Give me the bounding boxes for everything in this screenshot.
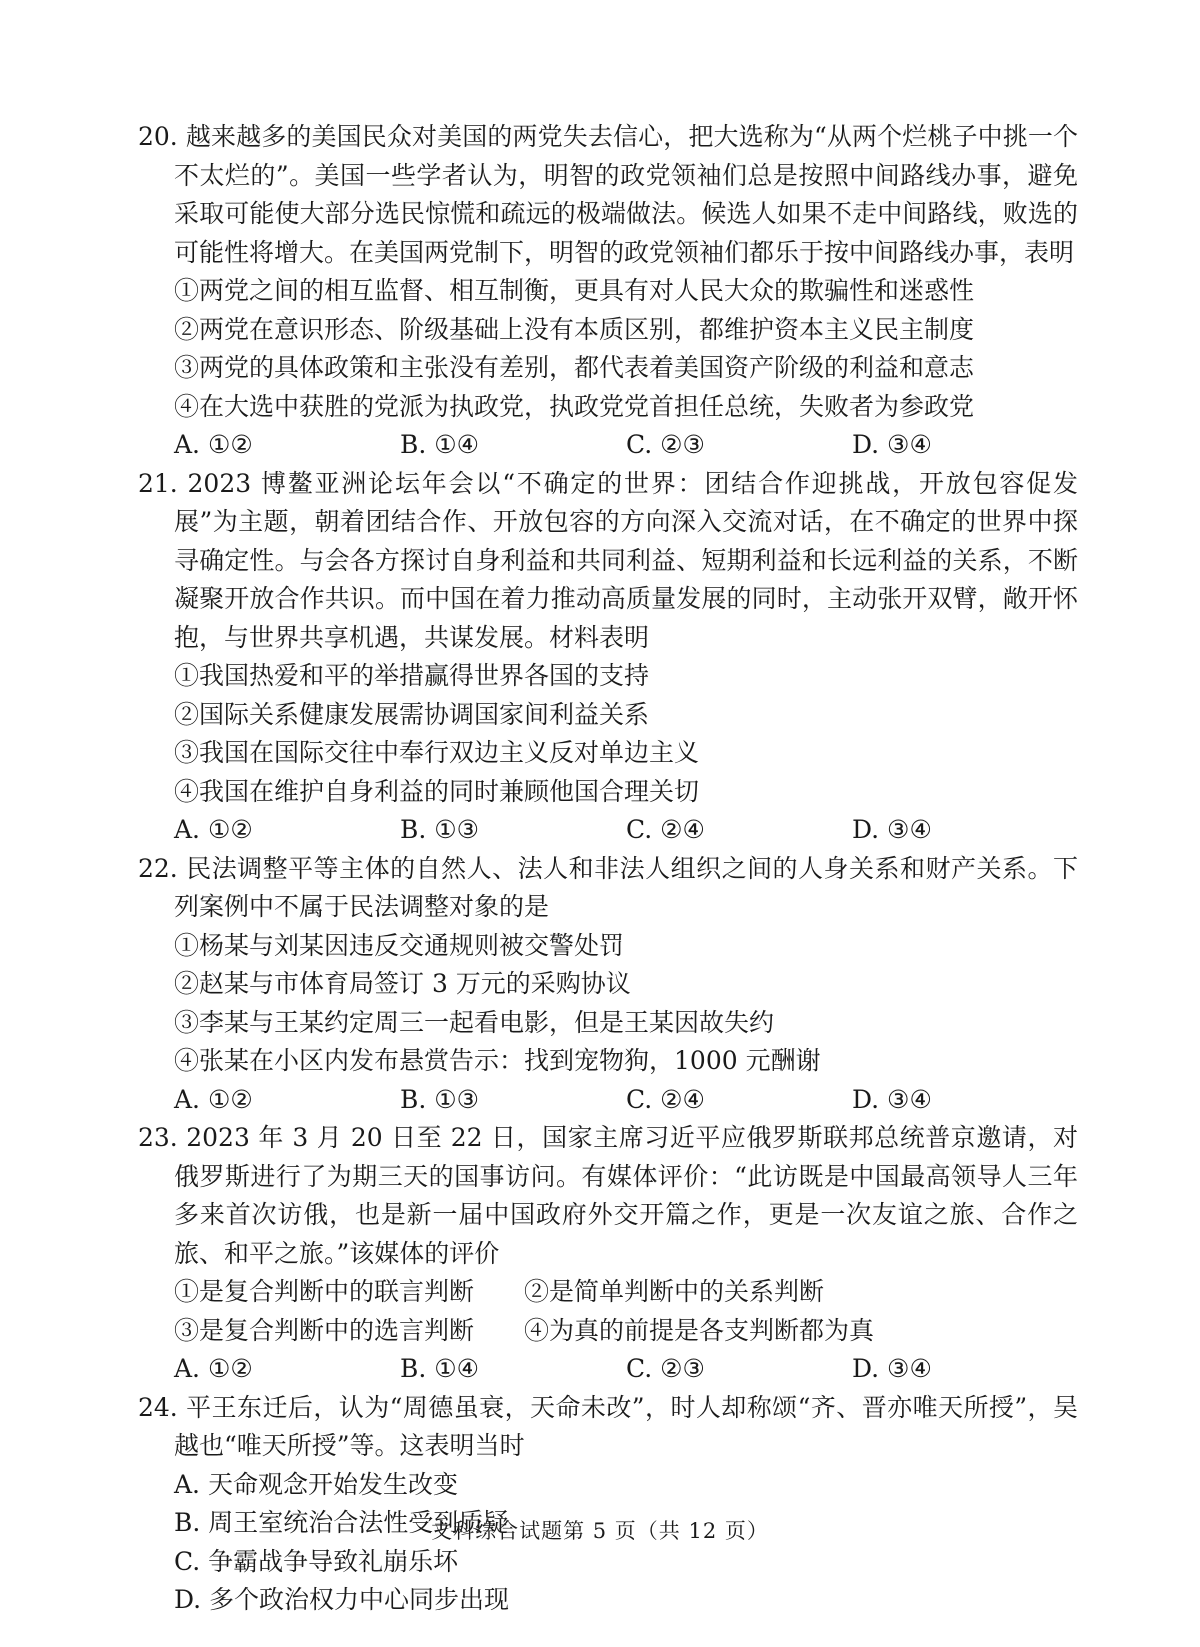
statement: ①是复合判断中的联言判断	[174, 1277, 475, 1306]
answer-options	[138, 811, 1078, 850]
statement: ③是复合判断中的选言判断	[174, 1315, 475, 1345]
statement: ②是简单判断中的关系判断	[524, 1277, 825, 1306]
option-b: B. 周王室统治合法性受到质疑	[174, 1508, 509, 1537]
statement: ④张某在小区内发布悬赏告示：找到宠物狗，1000 元酬谢	[174, 1046, 821, 1075]
answer-options	[138, 1081, 1078, 1120]
option-c: C. ②③	[626, 1354, 705, 1383]
option-d: D. ③④	[852, 1354, 932, 1383]
statement: ②国际关系健康发展需协调国家间利益关系	[174, 699, 650, 729]
option-c: C. ②④	[626, 815, 705, 844]
question-stem: 24. 平王东迁后，认为“周德虽衰，天命未改”，时人却称颂“齐、晋亦唯天所授”，吴越也“唯天所授”等。这表明当时	[138, 1392, 1078, 1460]
statement: ④在大选中获胜的党派为执政党，执政党党首担任总统，失败者为参政党	[174, 391, 975, 421]
option-d: D. ③④	[852, 815, 932, 844]
option-c: C. 争霸战争导致礼崩乐坏	[174, 1546, 459, 1576]
answer-options	[138, 1350, 1078, 1389]
statement: ④为真的前提是各支判断都为真	[524, 1315, 875, 1345]
option-c: C. ②④	[626, 1084, 705, 1114]
option-a: A. 天命观念开始发生改变	[174, 1469, 458, 1499]
option-c: C. ②③	[626, 430, 705, 459]
question-stem: 22. 民法调整平等主体的自然人、法人和非法人组织之间的人身关系和财产关系。下列案例中不属于民法调整对象的是	[138, 853, 1078, 921]
statement: ②两党在意识形态、阶级基础上没有本质区别，都维护资本主义民主制度	[174, 314, 975, 344]
question-stem: 23. 2023 年 3 月 20 日至 22 日，国家主席习近平应俄罗斯联邦总统普京邀请，对俄罗斯进行了为期三天的国事访问。有媒体评价：“此访既是中国最高领导人三年多来首次访俄，也是新一届中国政府外交开篇之作，更是一次友谊之旅、合作之旅、和平之旅。”该媒体的评价	[138, 1123, 1078, 1268]
question-stem: 21. 2023 博鳌亚洲论坛年会以“不确定的世界：团结合作迎挑战，开放包容促发展”为主题，朝着团结合作、开放包容的方向深入交流对话，在不确定的世界中探寻确定性。与会各方探讨自身利益和共同利益、短期利益和长远利益的关系，不断凝聚开放合作共识。而中国在着力推动高质量发展的同时，主动张开双臂，敞开怀抱，与世界共享机遇，共谋发展。材料表明	[138, 468, 1078, 652]
statement: ③我国在国际交往中奉行双边主义反对单边主义	[174, 738, 700, 767]
question-23	[138, 1119, 1078, 1389]
statement: ①杨某与刘某因违反交通规则被交警处罚	[174, 930, 625, 960]
statement-row	[138, 1312, 1078, 1351]
option-a: A. ①②	[174, 1354, 253, 1383]
statement: ①两党之间的相互监督、相互制衡，更具有对人民大众的欺骗性和迷惑性	[174, 276, 975, 305]
question-20	[138, 118, 1078, 465]
option-a: A. ①②	[174, 430, 253, 459]
option-a: A. ①②	[174, 815, 253, 844]
statement: ③李某与王某约定周三一起看电影，但是王某因故失约	[174, 1007, 775, 1037]
option-b: B. ①④	[400, 1354, 480, 1383]
option-d: D. ③④	[852, 430, 932, 459]
question-21	[138, 465, 1078, 850]
option-b: B. ①③	[400, 1084, 480, 1114]
statement-row	[138, 1273, 1078, 1312]
statement: ④我国在维护自身利益的同时兼顾他国合理关切	[174, 776, 700, 806]
question-stem: 20. 越来越多的美国民众对美国的两党失去信心，把大选称为“从两个烂桃子中挑一个不太烂的”。美国一些学者认为，明智的政党领袖们总是按照中间路线办事，避免采取可能使大部分选民惊慌和疏远的极端做法。候选人如果不走中间路线，败选的可能性将增大。在美国两党制下，明智的政党领袖们都乐于按中间路线办事，表明	[138, 122, 1078, 267]
option-b: B. ①④	[400, 430, 480, 459]
statement: ①我国热爱和平的举措赢得世界各国的支持	[174, 661, 650, 690]
option-b: B. ①③	[400, 815, 480, 844]
option-d: D. ③④	[852, 1084, 932, 1114]
statement: ③两党的具体政策和主张没有差别，都代表着美国资产阶级的利益和意志	[174, 353, 975, 382]
option-d: D. 多个政治权力中心同步出现	[174, 1585, 510, 1614]
statement: ②赵某与市体育局签订 3 万元的采购协议	[174, 969, 631, 998]
question-24	[138, 1389, 1078, 1620]
answer-options	[138, 426, 1078, 465]
question-22	[138, 850, 1078, 1120]
page-footer: 文科综合试题第 5 页（共 12 页）	[431, 1519, 769, 1543]
option-a: A. ①②	[174, 1084, 253, 1114]
